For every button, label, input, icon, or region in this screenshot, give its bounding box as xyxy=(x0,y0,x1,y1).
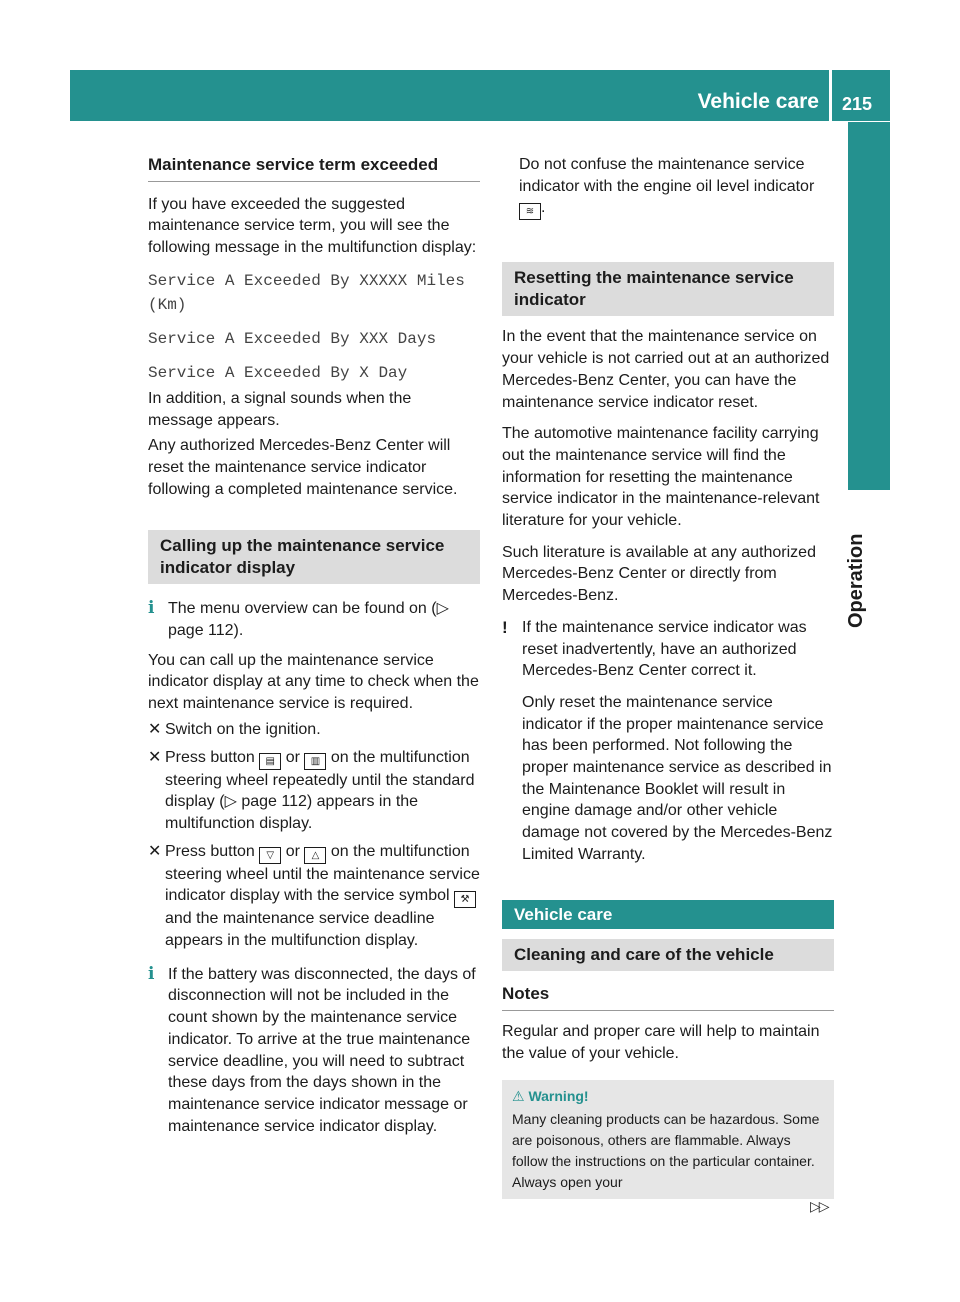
side-tab-extension xyxy=(848,340,890,490)
step-text: or xyxy=(285,748,300,766)
step-text: and the maintenance service deadline appears in the multifunction display. xyxy=(165,910,435,950)
step-text: Press button xyxy=(165,842,255,860)
step-text: on the multifunction steering wheel repeatedly until the standard display (▷ page 112) appears in the multifunction display. xyxy=(165,748,475,832)
paragraph-text: Do not confuse the maintenance service indicator with the engine oil level indicator xyxy=(519,156,815,195)
side-tab-label: Operation xyxy=(845,533,867,628)
oil-level-icon: ≋ xyxy=(519,203,541,220)
info-icon: i xyxy=(148,963,155,984)
paragraph: Such literature is available at any authorized Mercedes-Benz Center or directly from Mercedes-Benz. xyxy=(502,543,816,605)
continue-marker: ▷▷ xyxy=(810,1198,828,1214)
display-message: Service A Exceeded By XXX Days xyxy=(148,329,437,348)
paragraph: Do not confuse the maintenance service indicator with the engine oil level indicator ≋ . xyxy=(502,154,834,220)
paragraph: If you have exceeded the suggested maintenance service term, you will see the following message in the multifunction display: xyxy=(148,195,477,257)
paragraph: In the event that the maintenance service on your vehicle is not carried out at an authorized Mercedes-Benz Center, you can have the maintenance service indicator reset. xyxy=(502,328,830,411)
wrench-icon: ⚒ xyxy=(454,891,476,908)
right-column xyxy=(502,154,834,1199)
telephone-button-icon: ▥ xyxy=(304,753,326,770)
page-header xyxy=(70,70,890,121)
down-arrow-button-icon: △ xyxy=(304,847,326,864)
warning-text: Many cleaning products can be hazardous. Some are poisonous, others are flammable. Always follow the instructions on the particular container. Always open your xyxy=(512,1111,820,1191)
left-column xyxy=(148,154,480,1145)
arrow-step-icon: ✕ xyxy=(148,748,162,766)
step-text: Switch on the ignition. xyxy=(165,720,321,738)
info-note xyxy=(148,964,480,1138)
step-item xyxy=(148,719,480,741)
arrow-step-icon: ✕ xyxy=(148,842,162,860)
heading-resetting: Resetting the maintenance service indicator xyxy=(502,262,834,316)
warning-box xyxy=(502,1080,834,1199)
info-text: If the battery was disconnected, the days of disconnection will not be included in the count shown by the maintenance service indicator. To arrive at the true maintenance service deadline, you will need to subtract these days from the days shown in the maintenance service indicator message or maintenance service indicator display. xyxy=(168,965,476,1135)
step-item xyxy=(148,747,480,835)
paragraph: The automotive maintenance facility carrying out the maintenance service will find the information for resetting the maintenance service indicator in the maintenance-relevant literature for your vehicle. xyxy=(502,425,820,530)
up-arrow-button-icon: ▽ xyxy=(259,847,281,864)
warning-title: Warning! xyxy=(528,1088,589,1105)
info-text: The menu overview can be found on (▷ page 112). xyxy=(168,600,449,640)
warning-triangle-icon: ⚠ xyxy=(512,1088,525,1105)
paragraph: Any authorized Mercedes-Benz Center will reset the maintenance service indicator following a completed maintenance service. xyxy=(148,437,458,498)
arrow-step-icon: ✕ xyxy=(148,720,162,738)
step-text: on the multifunction steering wheel until the maintenance service indicator display with the service symbol xyxy=(165,842,480,905)
paragraph: Regular and proper care will help to maintain the value of your vehicle. xyxy=(502,1022,820,1062)
step-item xyxy=(148,841,480,952)
step-text: or xyxy=(285,842,300,860)
caution-note xyxy=(502,617,834,866)
exclamation-icon: ! xyxy=(502,617,508,637)
warning-header xyxy=(512,1086,824,1107)
heading-vehicle-care: Vehicle care xyxy=(502,900,834,930)
display-message: Service A Exceeded By XXXXX Miles (Km) xyxy=(148,271,465,314)
step-text: Press button xyxy=(165,748,255,766)
paragraph: You can call up the maintenance service indicator display at any time to check when the next maintenance service is required. xyxy=(148,651,479,713)
info-note xyxy=(148,598,480,641)
section-title: Vehicle care xyxy=(697,90,819,113)
info-icon: i xyxy=(148,598,155,619)
header-divider xyxy=(829,70,832,121)
page-number: 215 xyxy=(842,94,873,114)
caution-text: If the maintenance service indicator was reset inadvertently, have an authorized Mercedes-Benz Center correct it. xyxy=(522,618,807,680)
caution-text: Only reset the maintenance service indicator if the proper maintenance service has been performed. Not following the proper maintenance service as described in the Maintenance Booklet will result in engine damage and/or other vehicle damage not covered by the Mercedes-Benz Limited Warranty. xyxy=(522,693,833,863)
side-tab-label-wrap xyxy=(845,486,885,626)
heading-maintenance-exceeded: Maintenance service term exceeded xyxy=(148,154,480,182)
heading-cleaning: Cleaning and care of the vehicle xyxy=(502,939,834,971)
heading-notes: Notes xyxy=(502,983,834,1011)
paragraph: In addition, a signal sounds when the message appears. xyxy=(148,389,412,429)
display-button-icon: ▤ xyxy=(259,753,281,770)
side-tab xyxy=(848,122,890,340)
heading-calling-up: Calling up the maintenance service indicator display xyxy=(148,530,480,584)
display-message: Service A Exceeded By X Day xyxy=(148,363,408,382)
